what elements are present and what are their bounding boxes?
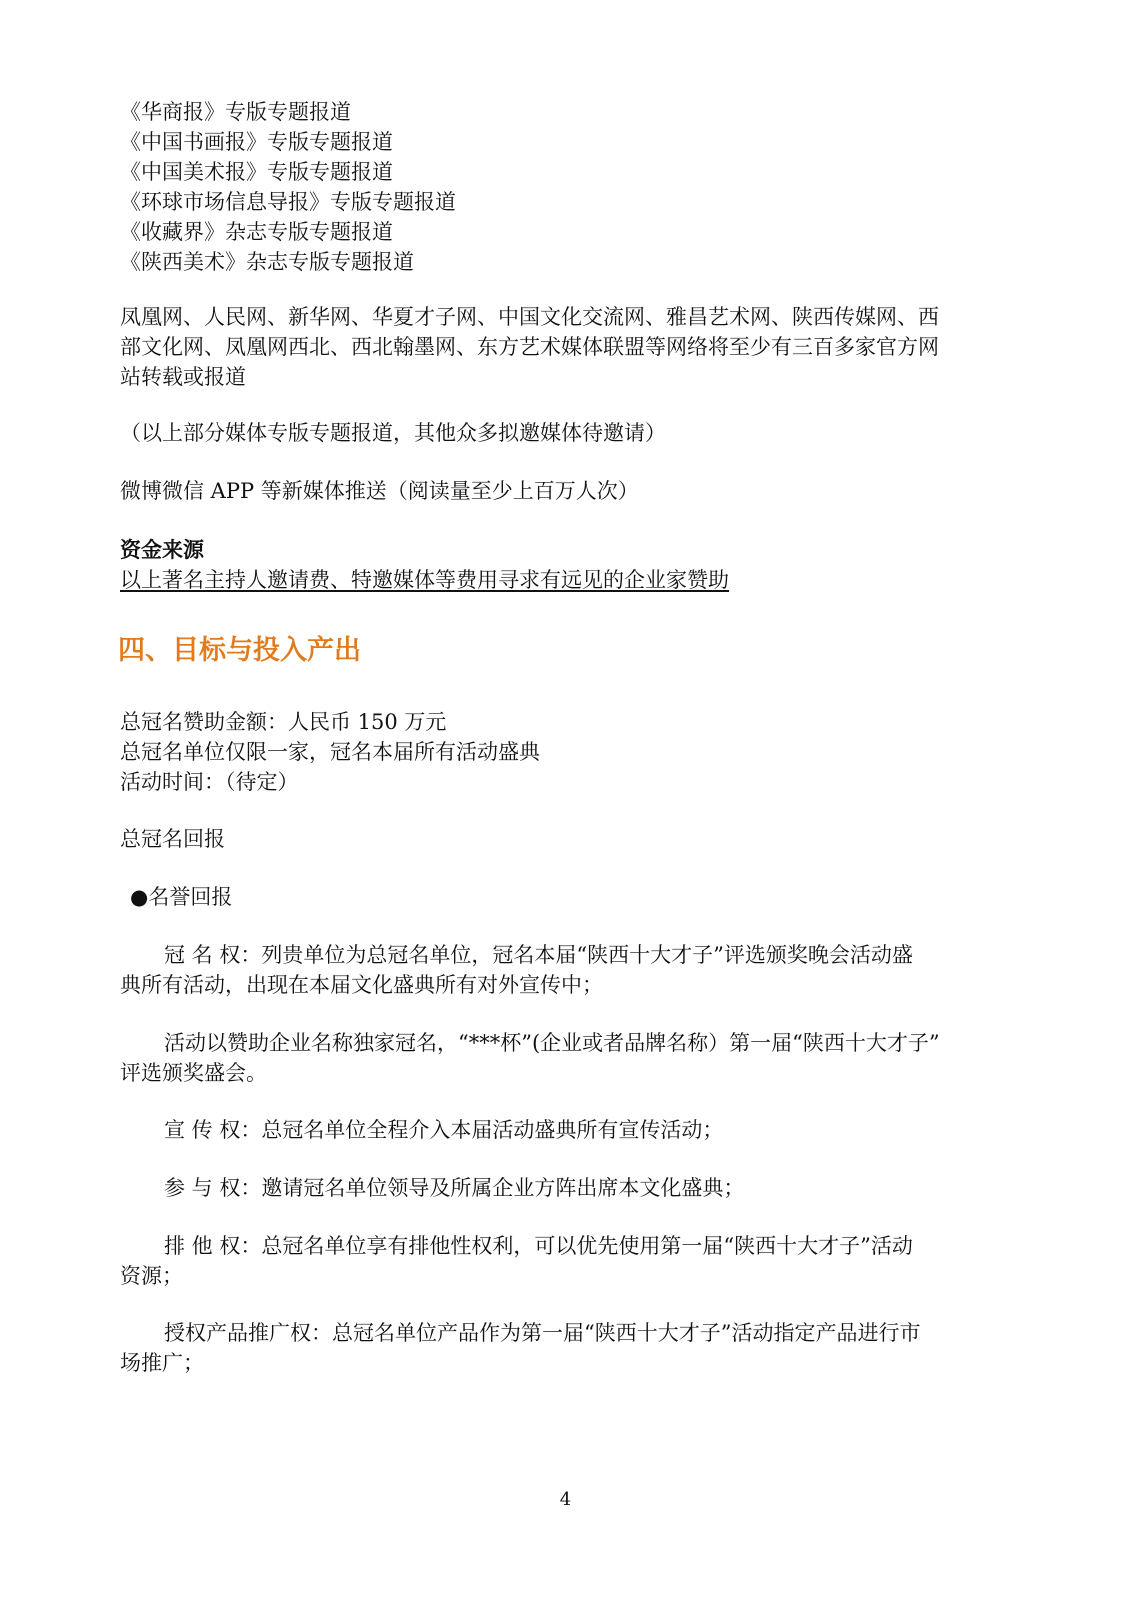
right-line: 典所有活动，出现在本届文化盛典所有对外宣传中；	[120, 973, 603, 997]
right-exclusivity	[120, 1231, 1010, 1291]
section-heading: 四、目标与投入产出	[118, 635, 361, 666]
right-line: 排 他 权：总冠名单位享有排他性权利，可以优先使用第一届“陕西十大才子”活动	[164, 1234, 913, 1258]
new-media-line	[120, 476, 1010, 506]
right-line: 宣 传 权：总冠名单位全程介入本届活动盛典所有宣传活动；	[164, 1118, 724, 1142]
right-line: 评选颁奖盛会。	[120, 1061, 267, 1085]
right-publicity	[120, 1115, 1010, 1145]
returns-title: 总冠名回报	[120, 827, 225, 851]
web-media-line: 部文化网、凤凰网西北、西北翰墨网、东方艺术媒体联盟等网络将至少有三百多家官方网	[120, 335, 939, 359]
funding-section	[120, 535, 1010, 595]
print-media-item: 《环球市场信息导报》专版专题报道	[120, 190, 456, 214]
funding-title: 资金来源	[120, 537, 204, 562]
media-note	[120, 418, 1010, 448]
honor-title: ●名誉回报	[130, 885, 233, 909]
new-media-text: 微博微信 APP 等新媒体推送（阅读量至少上百万人次）	[120, 479, 639, 503]
right-line: 参 与 权：邀请冠名单位领导及所属企业方阵出席本文化盛典；	[164, 1176, 745, 1200]
right-exclusive-naming	[120, 1028, 1010, 1088]
sponsorship-details	[120, 707, 1010, 797]
print-media-item: 《陕西美术》杂志专版专题报道	[120, 250, 414, 274]
print-media-item: 《中国书画报》专版专题报道	[120, 130, 393, 154]
activity-time: 活动时间：（待定）	[120, 770, 299, 794]
page-number: 4	[559, 1489, 572, 1510]
right-line: 授权产品推广权：总冠名单位产品作为第一届“陕西十大才子”活动指定产品进行市	[164, 1321, 921, 1345]
right-line: 资源；	[120, 1264, 183, 1288]
print-media-item: 《中国美术报》专版专题报道	[120, 160, 393, 184]
funding-text: 以上著名主持人邀请费、特邀媒体等费用寻求有远见的企业家赞助	[120, 568, 729, 592]
honor-title-block	[130, 882, 1020, 912]
right-line: 冠 名 权：列贵单位为总冠名单位，冠名本届“陕西十大才子”评选颁奖晚会活动盛	[164, 943, 913, 967]
web-media-paragraph	[120, 302, 1010, 392]
sponsorship-amount: 总冠名赞助金额：人民币 150 万元	[120, 710, 447, 734]
sponsorship-limit: 总冠名单位仅限一家，冠名本届所有活动盛典	[120, 740, 540, 764]
right-line: 活动以赞助企业名称独家冠名，“***杯”(企业或者品牌名称）第一届“陕西十大才子”	[164, 1031, 940, 1055]
print-media-item: 《华商报》专版专题报道	[120, 100, 351, 124]
right-line: 场推广；	[120, 1351, 204, 1375]
print-media-list	[120, 97, 1010, 277]
print-media-item: 《收藏界》杂志专版专题报道	[120, 220, 393, 244]
right-product-promotion	[120, 1318, 1010, 1378]
right-participation	[120, 1173, 1010, 1203]
right-naming	[120, 940, 1010, 1000]
web-media-line: 站转载或报道	[120, 365, 246, 389]
returns-title-block	[120, 824, 1010, 854]
web-media-line: 凤凰网、人民网、新华网、华夏才子网、中国文化交流网、雅昌艺术网、陕西传媒网、西	[120, 305, 939, 329]
media-note-text: （以上部分媒体专版专题报道，其他众多拟邀媒体待邀请）	[120, 421, 666, 445]
